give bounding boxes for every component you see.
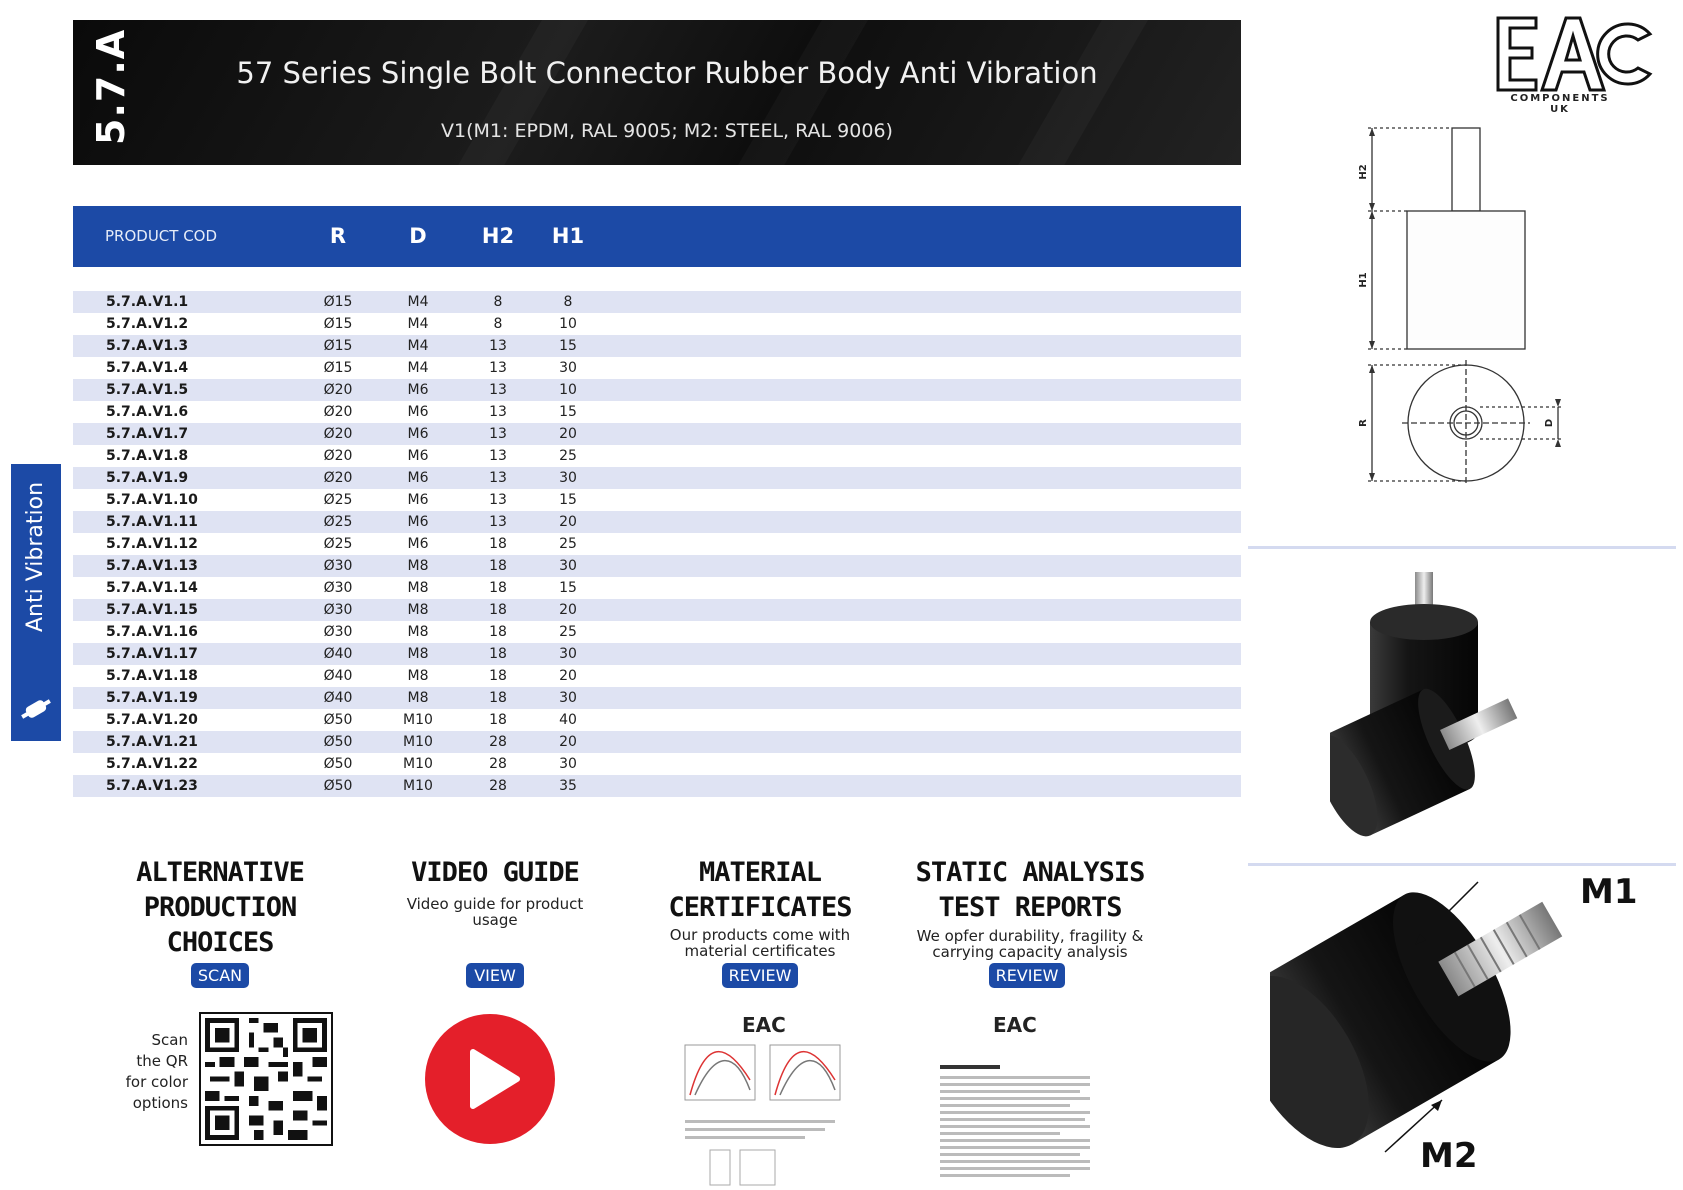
cell-r: Ø25 [323, 536, 353, 552]
table-row [73, 709, 1241, 731]
cell-h1: 10 [559, 382, 577, 398]
cell-h1: 20 [559, 602, 577, 618]
cell-d: M8 [407, 646, 429, 662]
cell-h1: 15 [559, 492, 577, 508]
svg-text:EAC: EAC [742, 1013, 786, 1037]
cell-h1: 20 [559, 514, 577, 530]
cell-r: Ø50 [323, 778, 353, 794]
scan-instructions: Scan the QR for color options [125, 1031, 188, 1112]
label-m2: M2 [1420, 1136, 1478, 1176]
cell-product-code: 5.7.A.V1.17 [106, 646, 198, 662]
cell-product-code: 5.7.A.V1.18 [106, 668, 198, 684]
cell-product-code: 5.7.A.V1.20 [106, 712, 198, 728]
cell-product-code: 5.7.A.V1.16 [106, 624, 198, 640]
table-row [73, 467, 1241, 489]
cell-product-code: 5.7.A.V1.22 [106, 756, 198, 772]
cell-h2: 18 [489, 712, 507, 728]
table-row [73, 643, 1241, 665]
column-header-d: D [409, 224, 427, 248]
column-header-r: R [329, 224, 347, 248]
cell-product-code: 5.7.A.V1.6 [106, 404, 189, 420]
table-row [73, 445, 1241, 467]
table-row [73, 555, 1241, 577]
cell-d: M6 [407, 404, 429, 420]
material-certificates-title: MATERIAL CERTIFICATES [668, 857, 852, 923]
cell-d: M4 [407, 294, 429, 310]
alternative-title: ALTERNATIVE PRODUCTION CHOICES [136, 857, 304, 958]
scan-button[interactable]: SCAN [191, 963, 249, 988]
cell-h2: 13 [489, 492, 507, 508]
play-icon [425, 1014, 555, 1144]
cell-d: M6 [407, 492, 429, 508]
cell-d: M8 [407, 602, 429, 618]
cell-h1: 30 [559, 646, 577, 662]
static-analysis-title: STATIC ANALYSIS TEST REPORTS [915, 857, 1145, 923]
cell-h1: 15 [559, 580, 577, 596]
cell-r: Ø20 [323, 404, 353, 420]
cell-d: M6 [407, 470, 429, 486]
table-row [73, 335, 1241, 357]
cell-d: M8 [407, 668, 429, 684]
cell-h2: 8 [493, 294, 503, 310]
cell-h2: 18 [489, 668, 507, 684]
cell-d: M10 [403, 778, 433, 794]
cell-r: Ø25 [323, 514, 353, 530]
label-m1: M1 [1580, 872, 1638, 912]
cell-product-code: 5.7.A.V1.9 [106, 470, 189, 486]
table-row [73, 313, 1241, 335]
cell-h2: 18 [489, 580, 507, 596]
cell-product-code: 5.7.A.V1.11 [106, 514, 198, 530]
cell-d: M6 [407, 514, 429, 530]
cell-h1: 20 [559, 734, 577, 750]
table-row [73, 599, 1241, 621]
column-header-product-code: PRODUCT COD [105, 227, 218, 245]
cell-h2: 18 [489, 646, 507, 662]
cell-r: Ø20 [323, 470, 353, 486]
material-certificates-description: Our products come with material certificates [669, 926, 851, 960]
drawing-label-r: R [1358, 419, 1369, 427]
cell-h2: 13 [489, 514, 507, 530]
cell-h1: 15 [559, 338, 577, 354]
cell-r: Ø15 [323, 294, 353, 310]
cell-h2: 28 [489, 756, 507, 772]
table-row [73, 687, 1241, 709]
cell-h2: 18 [489, 624, 507, 640]
side-tab-label: Anti Vibration [23, 481, 48, 632]
cell-d: M10 [403, 756, 433, 772]
cell-r: Ø20 [323, 448, 353, 464]
static-analysis-description: We opfer durability, fragility & carrying capacity analysis [916, 927, 1144, 961]
cell-product-code: 5.7.A.V1.3 [106, 338, 189, 354]
cell-r: Ø50 [323, 734, 353, 750]
cell-d: M6 [407, 536, 429, 552]
view-button[interactable]: VIEW [466, 963, 524, 988]
section-code: 5.7.A [89, 28, 133, 145]
cell-d: M8 [407, 580, 429, 596]
cell-d: M4 [407, 316, 429, 332]
cell-h2: 18 [489, 602, 507, 618]
cell-r: Ø20 [323, 426, 353, 442]
logo-subtext: COMPONENTS UK [1510, 93, 1610, 115]
cell-r: Ø40 [323, 646, 353, 662]
cell-h1: 25 [559, 624, 577, 640]
cell-h1: 8 [563, 294, 573, 310]
cell-h1: 30 [559, 690, 577, 706]
cell-h2: 13 [489, 338, 507, 354]
cell-h1: 25 [559, 448, 577, 464]
cell-product-code: 5.7.A.V1.13 [106, 558, 198, 574]
cell-r: Ø30 [323, 558, 353, 574]
cell-d: M8 [407, 624, 429, 640]
cell-h2: 18 [489, 558, 507, 574]
cell-r: Ø15 [323, 360, 353, 376]
table-header [73, 206, 1241, 267]
cell-product-code: 5.7.A.V1.15 [106, 602, 198, 618]
cell-product-code: 5.7.A.V1.19 [106, 690, 198, 706]
cell-h2: 13 [489, 382, 507, 398]
cell-d: M10 [403, 734, 433, 750]
table-row [73, 731, 1241, 753]
panel-divider [1248, 546, 1676, 549]
review-reports-button[interactable]: REVIEW [989, 963, 1065, 988]
cell-product-code: 5.7.A.V1.5 [106, 382, 189, 398]
cell-d: M6 [407, 448, 429, 464]
video-guide-description: Video guide for product usage [406, 895, 584, 929]
cell-r: Ø25 [323, 492, 353, 508]
table-row [73, 577, 1241, 599]
table-row [73, 621, 1241, 643]
cell-h1: 15 [559, 404, 577, 420]
cell-h2: 13 [489, 360, 507, 376]
cell-h1: 25 [559, 536, 577, 552]
cell-r: Ø15 [323, 316, 353, 332]
cell-product-code: 5.7.A.V1.14 [106, 580, 198, 596]
cell-product-code: 5.7.A.V1.23 [106, 778, 198, 794]
table-row [73, 489, 1241, 511]
drawing-label-h2: H2 [1358, 164, 1369, 180]
cell-product-code: 5.7.A.V1.8 [106, 448, 189, 464]
cell-d: M8 [407, 558, 429, 574]
cell-h2: 18 [489, 690, 507, 706]
cell-h1: 30 [559, 360, 577, 376]
cell-r: Ø40 [323, 690, 353, 706]
cell-h1: 35 [559, 778, 577, 794]
cell-h1: 10 [559, 316, 577, 332]
cell-h2: 13 [489, 448, 507, 464]
cell-product-code: 5.7.A.V1.4 [106, 360, 189, 376]
video-guide-title: VIDEO GUIDE [411, 857, 579, 888]
cell-d: M4 [407, 338, 429, 354]
cell-product-code: 5.7.A.V1.12 [106, 536, 198, 552]
cell-d: M6 [407, 426, 429, 442]
page-subtitle: V1(M1: EPDM, RAL 9005; M2: STEEL, RAL 9006) [441, 120, 893, 142]
test-report-thumbnail[interactable] [935, 1010, 1105, 1190]
table-row [73, 423, 1241, 445]
page-title: 57 Series Single Bolt Connector Rubber Body Anti Vibration [236, 56, 1098, 90]
drawing-label-d: D [1544, 418, 1555, 428]
cell-h2: 13 [489, 404, 507, 420]
cell-h1: 40 [559, 712, 577, 728]
anti-vibration-mount-icon [19, 692, 53, 726]
table-row [73, 401, 1241, 423]
drawing-label-h1: H1 [1358, 272, 1369, 288]
cell-h2: 13 [489, 470, 507, 486]
cell-h2: 18 [489, 536, 507, 552]
qr-code-icon[interactable] [199, 1012, 333, 1146]
side-tab[interactable] [11, 464, 61, 741]
cell-r: Ø50 [323, 712, 353, 728]
cell-h2: 28 [489, 734, 507, 750]
cell-h1: 30 [559, 470, 577, 486]
cell-product-code: 5.7.A.V1.7 [106, 426, 189, 442]
product-photo-pair [1330, 560, 1600, 850]
certificate-thumbnail[interactable] [680, 1010, 850, 1190]
cell-h1: 20 [559, 668, 577, 684]
cell-h1: 30 [559, 756, 577, 772]
cell-r: Ø30 [323, 602, 353, 618]
table-row [73, 379, 1241, 401]
svg-text:EAC: EAC [993, 1013, 1037, 1037]
cell-d: M10 [403, 712, 433, 728]
cell-r: Ø40 [323, 668, 353, 684]
cell-d: M4 [407, 360, 429, 376]
review-certificates-button[interactable]: REVIEW [722, 963, 798, 988]
cell-r: Ø15 [323, 338, 353, 354]
table-row [73, 533, 1241, 555]
cell-h2: 13 [489, 426, 507, 442]
cell-r: Ø50 [323, 756, 353, 772]
cell-h1: 20 [559, 426, 577, 442]
table-row [73, 291, 1241, 313]
technical-drawing [1340, 120, 1610, 500]
table-row [73, 511, 1241, 533]
table-row [73, 357, 1241, 379]
table-row [73, 775, 1241, 797]
cell-d: M6 [407, 382, 429, 398]
cell-product-code: 5.7.A.V1.21 [106, 734, 198, 750]
play-video-button[interactable] [425, 1014, 555, 1144]
product-table [73, 291, 1241, 797]
cell-r: Ø30 [323, 580, 353, 596]
cell-product-code: 5.7.A.V1.2 [106, 316, 189, 332]
header-banner [73, 20, 1241, 165]
cell-product-code: 5.7.A.V1.1 [106, 294, 189, 310]
cell-h1: 30 [559, 558, 577, 574]
cell-h2: 8 [493, 316, 503, 332]
cell-d: M8 [407, 690, 429, 706]
cell-r: Ø30 [323, 624, 353, 640]
cell-r: Ø20 [323, 382, 353, 398]
table-row [73, 665, 1241, 687]
column-header-h2: H2 [481, 224, 515, 248]
cell-h2: 28 [489, 778, 507, 794]
table-row [73, 753, 1241, 775]
column-header-h1: H1 [551, 224, 585, 248]
cell-product-code: 5.7.A.V1.10 [106, 492, 198, 508]
